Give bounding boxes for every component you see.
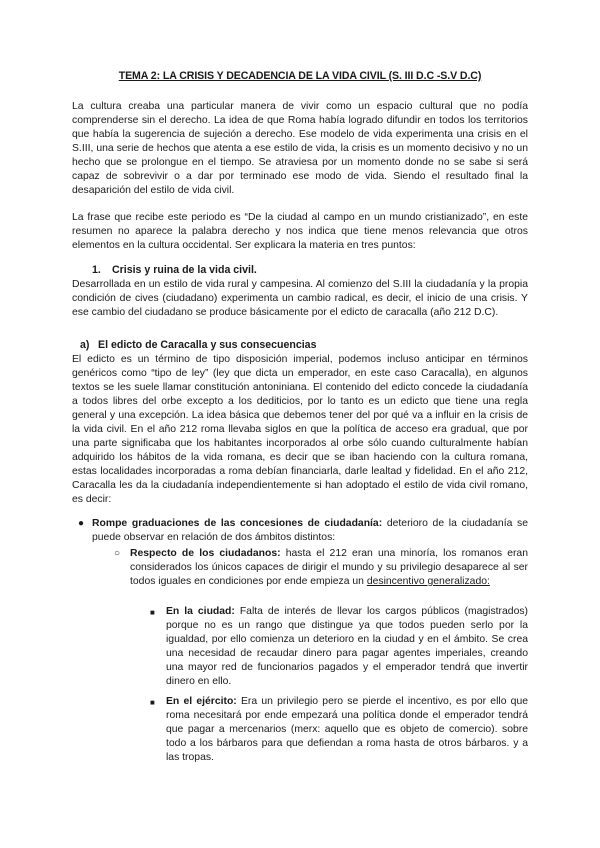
- section-a-letter: a): [80, 339, 90, 351]
- intro-paragraph: La cultura creaba una particular manera de vivir como un espacio cultural que no podía comprenderse sin el derecho. La idea de que Roma había logrado difundir en todos los territorios que había la sugerencia de sujeción a derecho. Ese modelo de vida experimenta una crisis en el S.III, una serie de hechos que atenta a ese estilo de vida, la crisis es un momento decisivo y no un hecho que se prolongue en el tiempo. Se atraviesa por un momento donde no se sabe si será capaz de sobrevivir o a dar por terminado ese modo de vida. Siendo el resultado final la desaparición del estilo de vida civil.: [72, 101, 528, 196]
- section-1-heading: [92, 264, 257, 276]
- bullet-dot-icon: ●: [78, 518, 85, 529]
- bullet-3a-text: Falta de interés de llevar los cargos públicos (magistrados) porque no es un rango que distingue ya que todos pueden serlo por la igualdad, por ello comienza un deterioro en la ciudad y en el ámbito. Se crea una necesidad de recaudar dinero para pagar agentes imperiales, creando una mayor red de funcionarios pagados y el emperador tendrá que invertir dinero en ello.: [166, 606, 528, 687]
- summary-paragraph: La frase que recibe este periodo es “De la ciudad al campo en un mundo cristianizado”, en este resumen no aparece la palabra derecho y nos indica que tiene menos relevancia que otros elementos en la cultura occidental. Ser explicara la materia en tres puntos:: [72, 212, 528, 251]
- bullet-3a-lead: En la ciudad:: [166, 606, 235, 617]
- bullet-1-text: deterioro de la ciudadanía se puede observar en relación de dos ámbitos distintos:: [92, 518, 529, 543]
- bullet-2-underlined: desincentivo generalizado:: [366, 576, 490, 587]
- bullet-item-level-3-army: [150, 695, 529, 765]
- bullet-2-text: hasta el 212 eran una minoría, los romanos eran considerados los únicos capaces de dirigir el mundo y su privilegio desaparece al ser todos iguales en condiciones por ende empieza un: [130, 548, 528, 587]
- section-a-heading: [80, 339, 316, 351]
- section-1-number: 1.: [92, 264, 101, 276]
- bullet-square-icon: ■: [150, 698, 155, 707]
- bullet-3b-lead: En el ejército:: [166, 696, 237, 707]
- bullet-1-lead: Rompe graduaciones de las concesiones de ciudadanía:: [92, 518, 383, 529]
- section-1-title: Crisis y ruina de la vida civil.: [112, 264, 257, 276]
- document-title: TEMA 2: LA CRISIS Y DECADENCIA DE LA VIDA CIVIL (S. III D.C -S.V D.C): [118, 70, 482, 82]
- bullet-item-level-1: [78, 517, 529, 545]
- section-a-title: El edicto de Caracalla y sus consecuencias: [98, 339, 317, 351]
- section-a-text: El edicto es un término de tipo disposición imperial, podemos incluso anticipar en términos genéricos como “tipo de ley” (ley que dicta un emperador, en este caso Caracalla), en algunos textos se les suele llamar constitución antoniniana. El contenido del edicto concede la ciudadanía a todos libres del orbe excepto a los dediticios, por lo tanto es un edicto que tiene una regla general y una excepción. La idea básica que debemos tener del por qué va a influir en la crisis de la vida civil. En el año 212 roma llevaba siglos en que la política de acceso era gradual, que por una parte significaba que los habitantes incorporados al orbe sólo cuando culturalmente habían adquirido los hábitos de la vida romana, es decir que se iban haciendo con la cultura romana, estas localidades incorporadas a roma debían financiarla, darle lealtad y fidelidad. En el año 212, Caracalla les da la ciudadanía independientemente si han adoptado el estilo de vida civil romano, es decir:: [72, 354, 528, 505]
- bullet-circle-icon: ○: [114, 548, 121, 559]
- bullet-item-level-2: [114, 547, 528, 589]
- bullet-square-icon: ■: [150, 608, 155, 617]
- bullet-2-lead: Respecto de los ciudadanos:: [130, 548, 281, 559]
- section-1-text: Desarrollada en un estilo de vida rural y campesina. Al comienzo del S.III la ciudadanía y la propia condición de cives (ciudadano) experimenta un cambio radical, es decir, el inicio de una crisis. Y ese cambio del ciudadano se produce básicamente por el edicto de caracalla (año 212 D.C).: [72, 279, 528, 318]
- bullet-item-level-3-city: [150, 605, 528, 689]
- bullet-3b-text: Era un privilegio pero se pierde el incentivo, es por ello que roma necesitará por ende empezará una política donde el emperador tendrá que pagar a mercenarios (merx: aquello que es objeto de comercio). sobre todo a los bárbaros para que defiendan a roma hasta de otros bárbaros. y a las tropas.: [166, 696, 529, 763]
